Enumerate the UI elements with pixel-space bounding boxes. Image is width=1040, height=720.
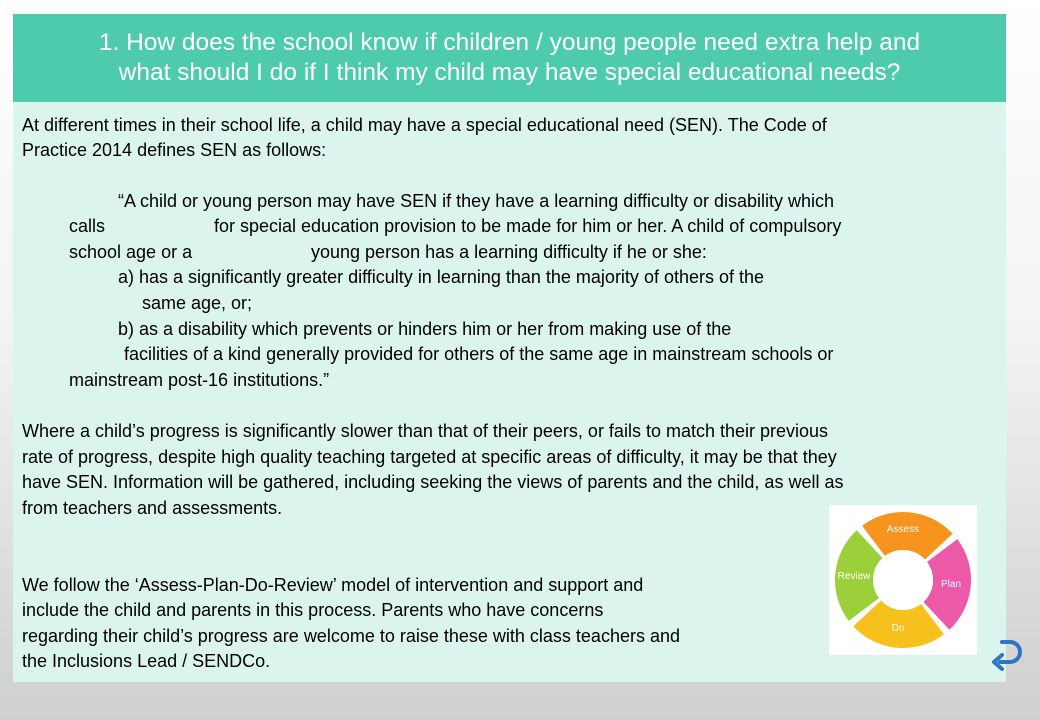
progress-line-1: Where a child’s progress is significantly slower than that of their peers, or fails to match their previous: [22, 421, 829, 441]
assess-plan-do-review-cycle: [829, 505, 977, 655]
quote-line-7: facilities of a kind generally provided for others of the same age in mainstream schools or: [124, 344, 834, 364]
cycle-label-plan: Plan: [940, 579, 962, 590]
cycle-label-assess: Assess: [886, 524, 920, 535]
return-arrow-icon: [990, 636, 1024, 672]
quote-line-1: “A child or young person may have SEN if they have a learning difficulty or disability which: [118, 191, 835, 211]
intro-line-2: Practice 2014 defines SEN as follows:: [22, 140, 327, 160]
quote-line-3a: school age or a: [69, 242, 193, 262]
progress-line-4: from teachers and assessments.: [22, 498, 283, 518]
progress-line-2: rate of progress, despite high quality teaching targeted at specific areas of difficulty, it may be that they: [22, 447, 837, 467]
quote-line-8: mainstream post-16 institutions.”: [69, 370, 330, 390]
quote-line-3b: young person has a learning difficulty if he or she:: [311, 242, 707, 262]
quote-line-6: b) as a disability which prevents or hinders him or her from making use of the: [118, 319, 732, 339]
title-line-1: 1. How does the school know if children / young people need extra help and: [98, 29, 921, 56]
quote-line-4: a) has a significantly greater difficulty in learning than the majority of others of the: [118, 267, 765, 287]
cycle-label-review: Review: [837, 571, 871, 582]
model-line-4: the Inclusions Lead / SENDCo.: [22, 651, 271, 671]
quote-line-2b: for special education provision to be made for him or her. A child of compulsory: [214, 216, 842, 236]
model-line-3: regarding their child’s progress are welcome to raise these with class teachers and: [22, 626, 680, 646]
title-banner: [13, 14, 1006, 102]
progress-line-3: have SEN. Information will be gathered, including seeking the views of parents and the child, as well as: [22, 472, 844, 492]
quote-line-2a: calls: [69, 216, 106, 236]
title-line-2: what should I do if I think my child may have special educational needs?: [118, 59, 901, 86]
quote-line-5: same age, or;: [142, 293, 253, 313]
cycle-label-do: Do: [891, 623, 905, 634]
return-button[interactable]: [990, 636, 1024, 672]
page-title: [99, 28, 920, 88]
cycle-center: [873, 550, 933, 610]
model-line-2: include the child and parents in this process. Parents who have concerns: [22, 600, 604, 620]
intro-line-1: At different times in their school life, a child may have a special educational need (SEN). The Code of: [22, 115, 827, 135]
model-line-1: We follow the ‘Assess-Plan-Do-Review’ model of intervention and support and: [22, 575, 644, 595]
